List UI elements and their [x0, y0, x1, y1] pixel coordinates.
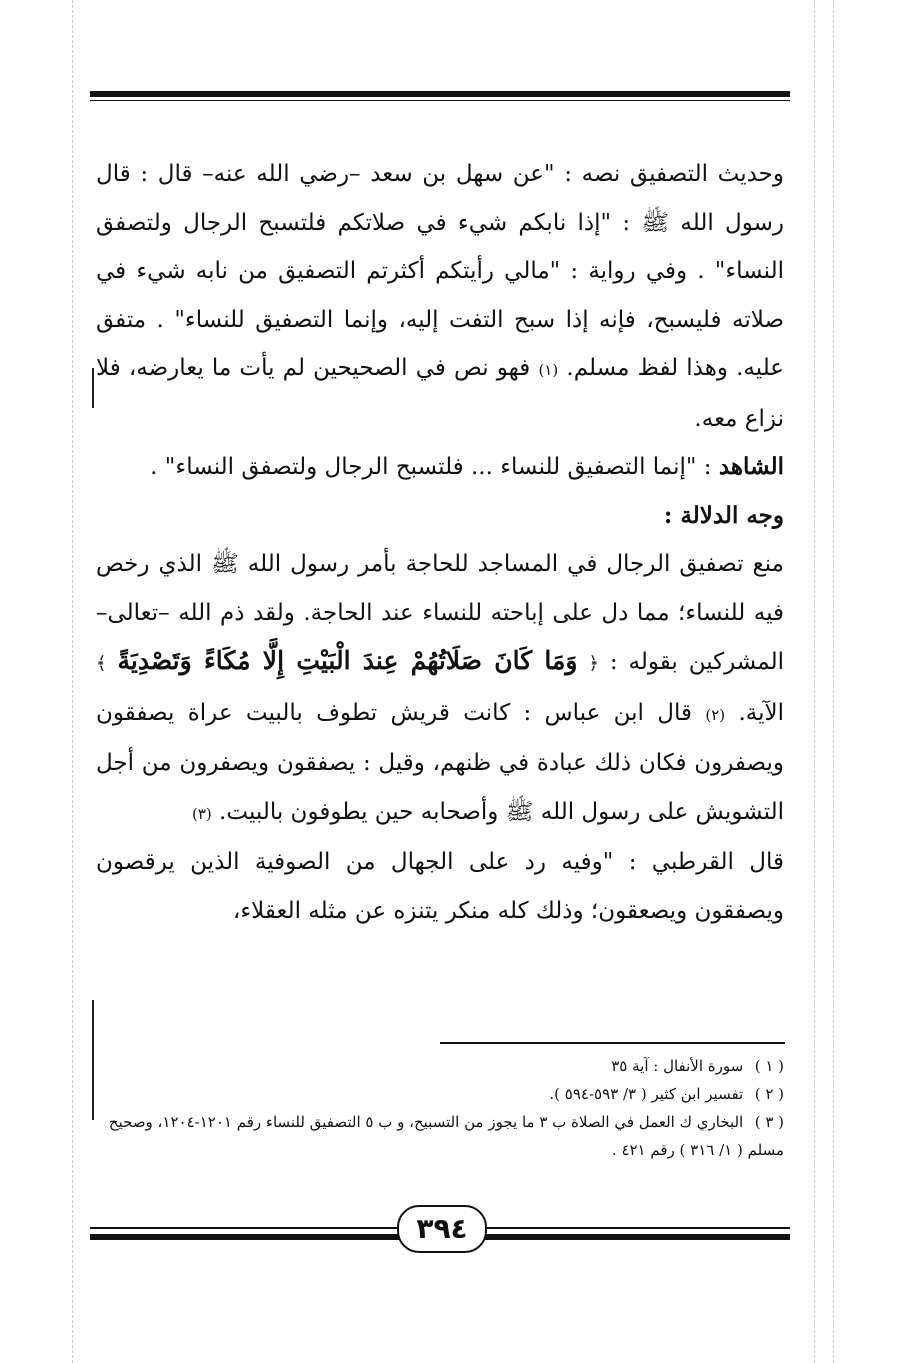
dalala-text: منع تصفيق الرجال في المساجد للحاجة بأمر رسول الله ﷺ الذي رخص فيه للنساء؛ مما دل على إباحته للنساء عند الحاجة. ولقد ذم الله –تعالى– المشركين بقوله :	[96, 551, 784, 675]
page-number: ٣٩٤	[397, 1205, 487, 1253]
paragraph-hadith	[96, 150, 784, 443]
dalala-heading: وجه الدلالة :	[663, 501, 784, 529]
footnote-ref: (٣)	[191, 804, 212, 823]
footnote-text: تفسير ابن كثير ( ٣/ ٥٩٣-٥٩٤ ).	[549, 1085, 744, 1103]
text-line: ولتصفق النساء" . وفي رواية : "مالي رأيتكم أكثرتم التصفيق من	[96, 209, 784, 284]
scan-artifact-line-left	[72, 0, 73, 1363]
main-text	[96, 150, 784, 935]
scan-artifact-line-right	[814, 0, 815, 1363]
margin-mark	[92, 368, 94, 408]
paragraph-shahid	[96, 443, 784, 492]
quran-bracket-close: ﴾	[96, 653, 107, 674]
footnote-number: ( ٣ )	[754, 1113, 784, 1131]
header-rule-thin	[90, 100, 790, 101]
quran-verse: وَمَا كَانَ صَلَاتُهُمْ عِندَ الْبَيْتِ إِلَّا مُكَاءً وَتَصْدِيَةً	[117, 646, 578, 675]
shahid-text: : "إنما التصفيق للنساء ... فلتسبح الرجال ولتصفق النساء" .	[150, 454, 712, 480]
footnote-ref: (٢)	[705, 705, 726, 724]
verse-aya-label: الآية.	[738, 699, 785, 726]
shahid-label: الشاهد	[718, 453, 784, 480]
footnote-number: ( ١ )	[754, 1057, 784, 1075]
footnotes	[96, 1052, 784, 1164]
paragraph-dalala	[96, 540, 784, 838]
text-line: : قال رسول الله ﷺ : "إذا نابكم شيء في صلاتكم فلتسبح الرجال	[96, 161, 785, 236]
scan-artifact-line-right-2	[833, 0, 834, 1363]
footnote	[96, 1052, 784, 1080]
dalala-rest: قال ابن عباس : كانت قريش تطوف بالبيت عراة يصفقون ويصفرون فكان ذلك عبادة في ظنهم، وقيل : يصفقون ويصفرون من أجل التشويش على رسول الله ﷺ وأصحابه حين يطوفون بالبيت.	[96, 699, 784, 825]
text-line: نابه شيء في صلاته فليسبح، فإنه إذا سبح التفت إليه، وإنما	[96, 258, 784, 333]
footnote-text: البخاري ك العمل في الصلاة ب ٣ ما يجوز من التسبيح، و ب ٥ التصفيق للنساء رقم ١٢٠١-١٢٠٤، وصحيح مسلم ( ١/ ٣١٦ ) رقم ٤٢١ .	[108, 1113, 784, 1159]
text-line: فهو نص في	[415, 355, 531, 381]
footnote-number: ( ٢ )	[754, 1085, 784, 1103]
footnote	[96, 1080, 784, 1108]
paragraph-qurtubi: قال القرطبي : "وفيه رد على الجهال من الصوفية الذين يرقصون ويصفقون ويصعقون؛ وذلك كله منكر يتنزه عن مثله العقلاء،	[96, 849, 784, 924]
footnote-separator	[440, 1042, 785, 1044]
text-line: الصحيحين لم يأت ما يعارضه، فلا نزاع معه.	[96, 355, 784, 432]
header-rule-thick	[90, 91, 790, 97]
quran-bracket-open: ﴿	[588, 653, 599, 674]
text-line: التصفيق للنساء" . متفق عليه. وهذا لفظ مسلم.	[96, 306, 785, 381]
footnote-text: سورة الأنفال : آية ٣٥	[611, 1057, 744, 1075]
footnote	[96, 1108, 784, 1164]
margin-mark	[92, 1000, 94, 1120]
text-line: وحديث التصفيق نصه : "عن سهل بن سعد –رضي الله عنه– قال	[157, 161, 784, 187]
footnote-ref: (١)	[538, 361, 559, 379]
